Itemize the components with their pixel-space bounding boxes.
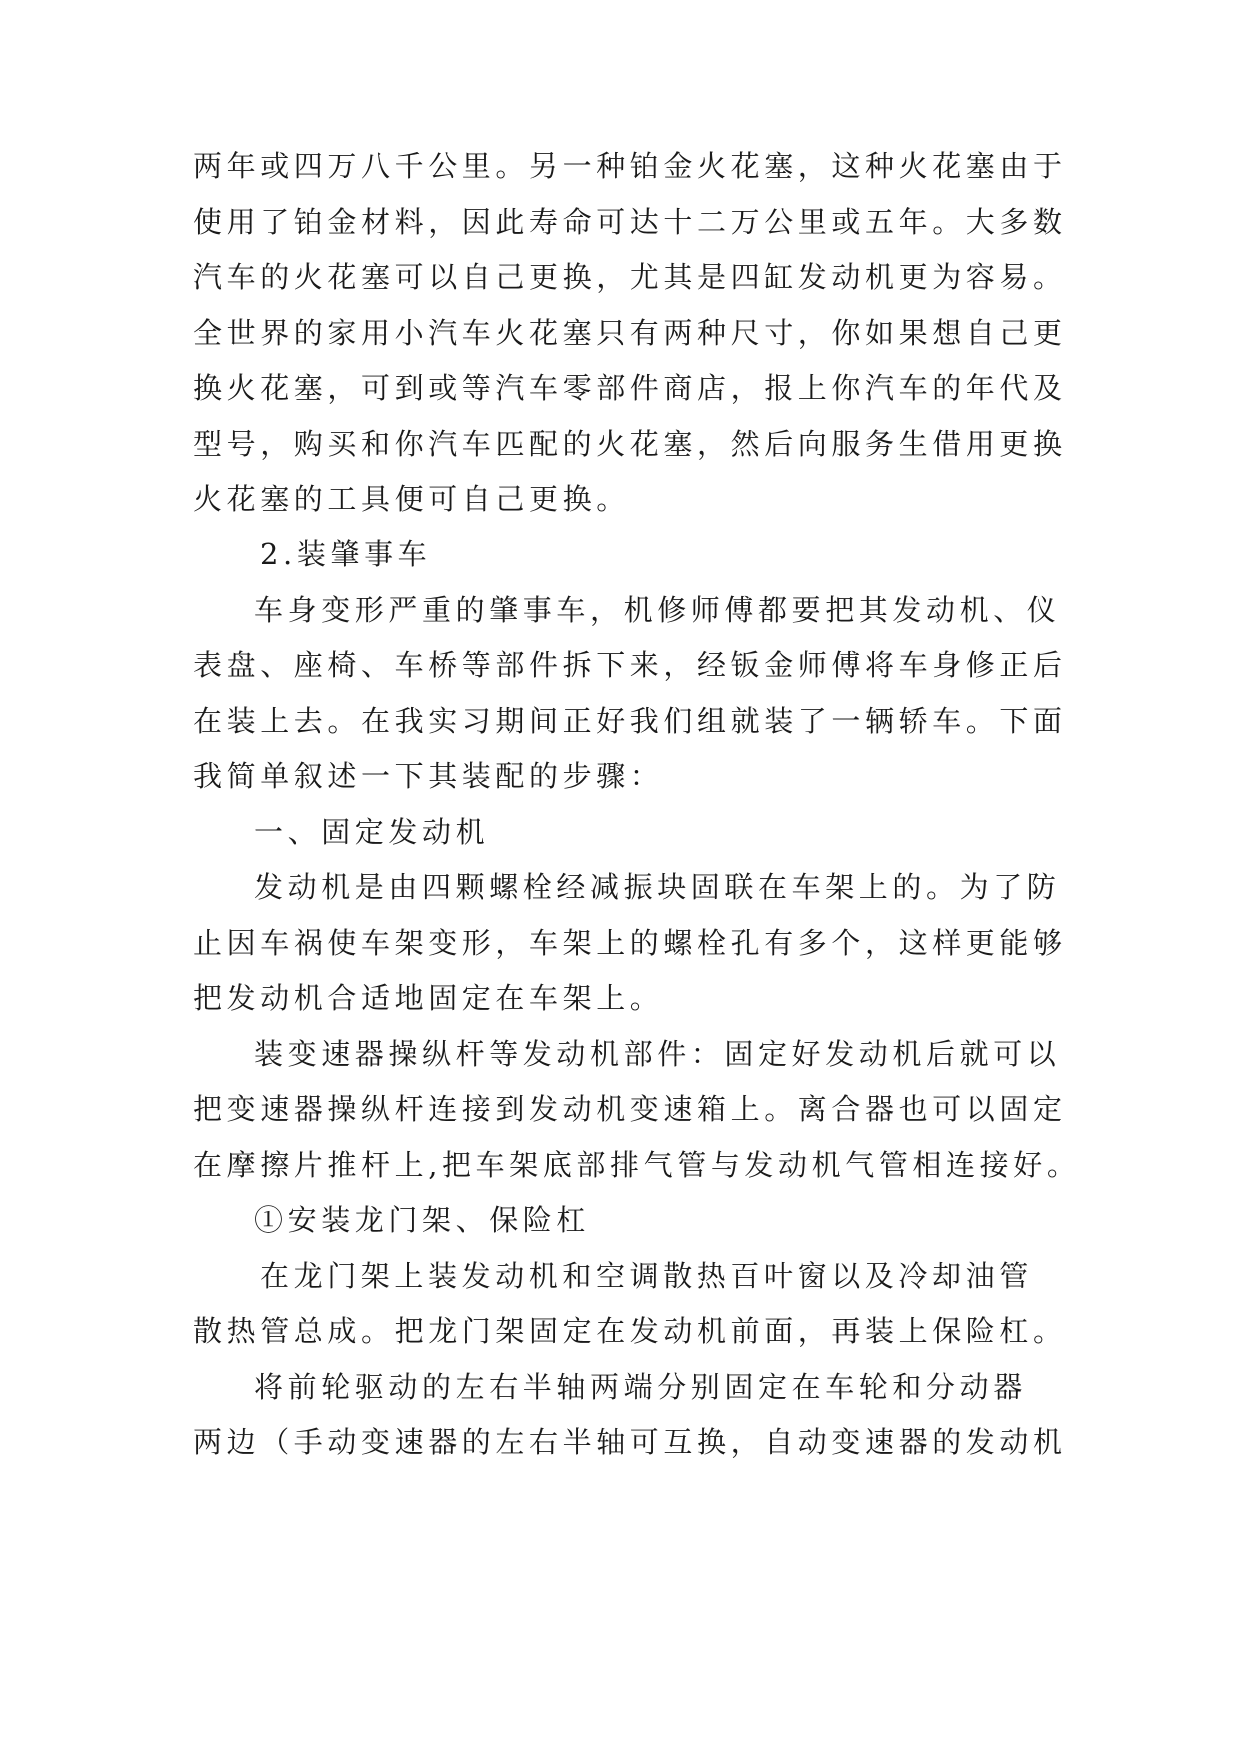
text-line: 发动机是由四颗螺栓经减振块固联在车架上的。为了防	[254, 870, 1061, 904]
text-line: 型号，购买和你汽车匹配的火花塞，然后向服务生借用更换	[193, 427, 1067, 461]
section-heading: 2.装肇事车	[260, 537, 432, 571]
text-line: 将前轮驱动的左右半轴两端分别固定在车轮和分动器	[254, 1370, 1027, 1404]
text-line: 在龙门架上装发动机和空调散热百叶窗以及冷却油管	[260, 1259, 1033, 1293]
text-line: 两年或四万八千公里。另一种铂金火花塞，这种火花塞由于	[193, 149, 1067, 183]
text-line: 止因车祸使车架变形，车架上的螺栓孔有多个，这样更能够	[193, 926, 1067, 960]
text-line: 表盘、座椅、车桥等部件拆下来，经钣金师傅将车身修正后	[193, 648, 1067, 682]
text-line: 换火花塞，可到或等汽车零部件商店，报上你汽车的年代及	[193, 371, 1067, 405]
subsection-heading: 一、固定发动机	[254, 815, 490, 849]
text-line: 把发动机合适地固定在车架上。	[193, 981, 664, 1015]
text-line: 全世界的家用小汽车火花塞只有两种尺寸，你如果想自己更	[193, 316, 1067, 350]
text-line: 使用了铂金材料，因此寿命可达十二万公里或五年。大多数	[193, 205, 1067, 239]
text-line: 两边（手动变速器的左右半轴可互换，自动变速器的发动机	[193, 1425, 1067, 1459]
text-line: 我简单叙述一下其装配的步骤：	[193, 759, 664, 793]
text-line: 汽车的火花塞可以自己更换，尤其是四缸发动机更为容易。	[193, 260, 1067, 294]
text-line: 车身变形严重的肇事车，机修师傅都要把其发动机、仪	[254, 593, 1061, 627]
text-line: 在摩擦片推杆上,把车架底部排气管与发动机气管相连接好。	[193, 1148, 1081, 1182]
subsection-heading: ①安装龙门架、保险杠	[254, 1203, 591, 1237]
text-line: 散热管总成。把龙门架固定在发动机前面，再装上保险杠。	[193, 1314, 1067, 1348]
text-line: 装变速器操纵杆等发动机部件：固定好发动机后就可以	[254, 1037, 1061, 1071]
text-line: 火花塞的工具便可自己更换。	[193, 482, 630, 516]
text-line: 在装上去。在我实习期间正好我们组就装了一辆轿车。下面	[193, 704, 1067, 738]
text-line: 把变速器操纵杆连接到发动机变速箱上。离合器也可以固定	[193, 1092, 1067, 1126]
